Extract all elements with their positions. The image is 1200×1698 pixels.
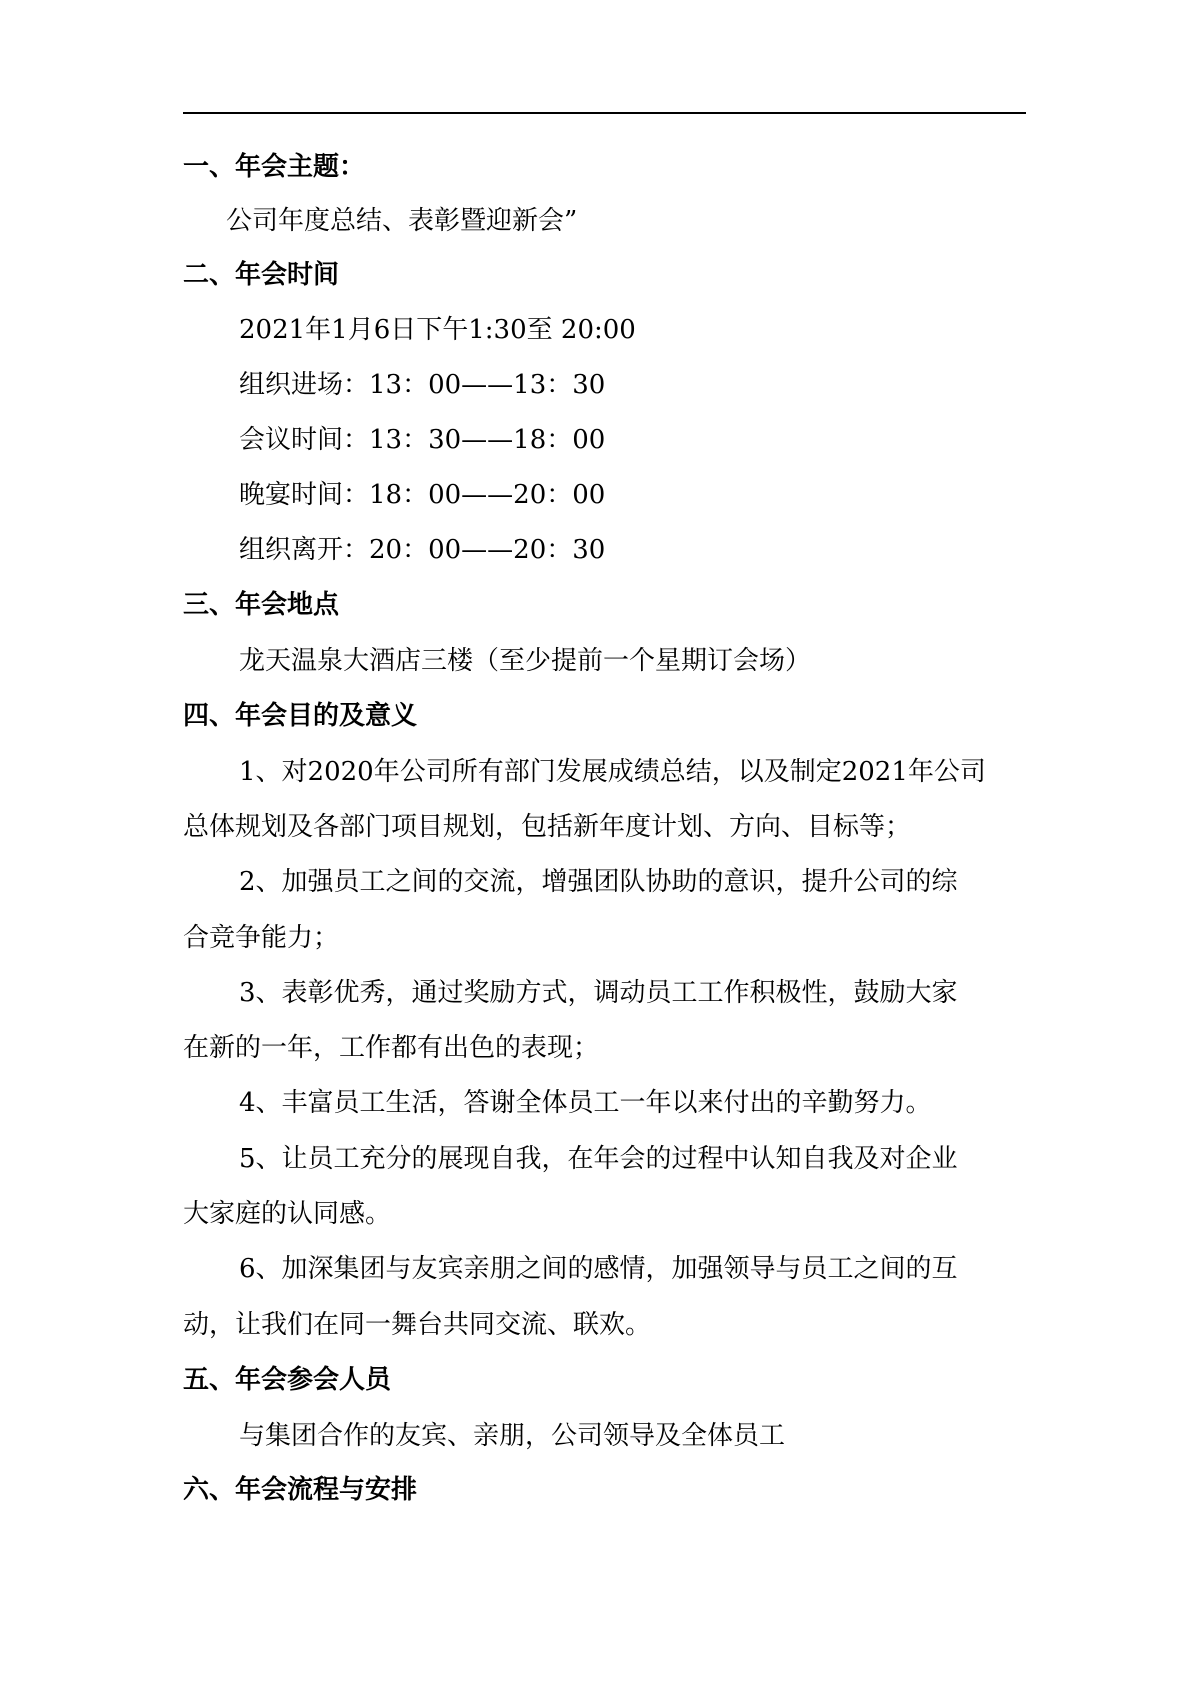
time-line: 组织进场：13：00——13：30 bbox=[239, 370, 606, 400]
header-rule bbox=[183, 112, 1026, 114]
section-heading-theme: 一、年会主题： bbox=[183, 152, 366, 182]
purpose-line: 2、加强员工之间的交流，增强团队协助的意识，提升公司的综 bbox=[239, 867, 958, 897]
purpose-line: 总体规划及各部门项目规划，包括新年度计划、方向、目标等； bbox=[183, 812, 912, 842]
purpose-line: 动，让我们在同一舞台共同交流、联欢。 bbox=[183, 1310, 652, 1340]
purpose-line: 3、表彰优秀，通过奖励方式，调动员工工作积极性，鼓励大家 bbox=[239, 978, 958, 1008]
section-heading-time: 二、年会时间 bbox=[183, 260, 340, 290]
time-line: 会议时间：13：30——18：00 bbox=[239, 425, 606, 455]
time-line: 2021年1月6日下午1:30至 20:00 bbox=[239, 315, 636, 345]
time-line: 晚宴时间：18：00——20：00 bbox=[239, 480, 606, 510]
purpose-line: 1、对2020年公司所有部门发展成绩总结，以及制定2021年公司 bbox=[239, 757, 986, 787]
time-line: 组织离开：20：00——20：30 bbox=[239, 535, 606, 565]
purpose-line: 合竞争能力； bbox=[183, 923, 340, 953]
purpose-line: 6、加深集团与友宾亲朋之间的感情，加强领导与员工之间的互 bbox=[239, 1254, 958, 1284]
section-heading-agenda: 六、年会流程与安排 bbox=[183, 1475, 418, 1505]
section-heading-venue: 三、年会地点 bbox=[183, 590, 340, 620]
attendees-text: 与集团合作的友宾、亲朋，公司领导及全体员工 bbox=[239, 1421, 786, 1451]
venue-text: 龙天温泉大酒店三楼（至少提前一个星期订会场） bbox=[239, 646, 812, 676]
purpose-line: 在新的一年，工作都有出色的表现； bbox=[183, 1033, 600, 1063]
purpose-line: 4、丰富员工生活，答谢全体员工一年以来付出的辛勤努力。 bbox=[239, 1088, 932, 1118]
purpose-line: 大家庭的认同感。 bbox=[183, 1199, 392, 1229]
section-heading-attendees: 五、年会参会人员 bbox=[183, 1365, 392, 1395]
section-heading-purpose: 四、年会目的及意义 bbox=[183, 701, 418, 731]
theme-text: 公司年度总结、表彰暨迎新会” bbox=[226, 206, 578, 236]
purpose-line: 5、让员工充分的展现自我，在年会的过程中认知自我及对企业 bbox=[239, 1144, 958, 1174]
